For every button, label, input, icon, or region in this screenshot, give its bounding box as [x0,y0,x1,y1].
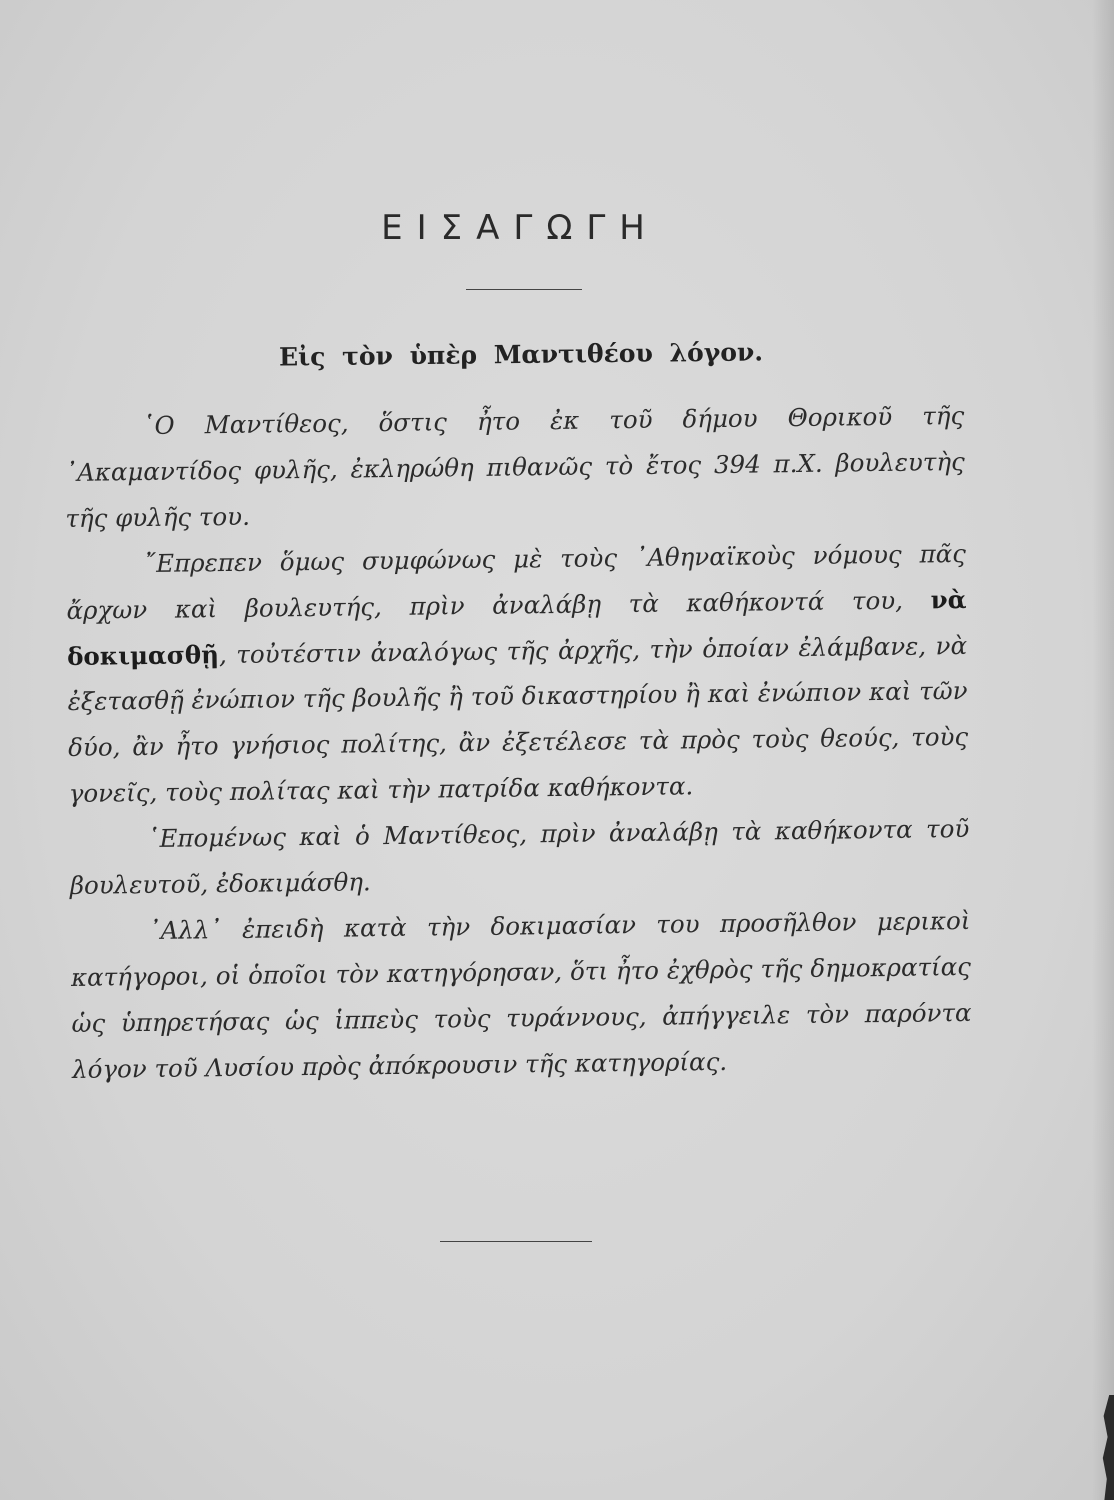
title-divider [466,289,582,290]
paragraph [64,393,966,542]
paragraph [70,898,972,1093]
paragraph-text: ῾Ο Μαντίθεος, ὅστις ἦτο ἐκ τοῦ δήμου Θορικοῦ τῆς ᾿Ακαμαντίδος φυλῆς, ἐκληρώθη πιθανῶς τὸ ἔτος 394 π.Χ. βουλευτὴς τῆς φυλῆς του. [64,401,965,533]
emphasized-text: νὰ δοκιμασθῇ [66,584,967,671]
paragraph-text: ᾿Αλλ᾿ ἐπειδὴ κατὰ τὴν δοκιμασίαν του προσῆλθον μερικοὶ κατήγοροι, οἱ ὁποῖοι τὸν κατηγόρησαν, ὅτι ἦτο ἐχθρὸς τῆς δημοκρατίας ὡς ὑπηρετήσας ὡς ἱππεὺς τοὺς τυράννους, ἀπήγγειλε τὸν παρόντα λόγον τοῦ Λυσίου πρὸς ἀπόκρουσιν τῆς κατηγορίας. [70,905,972,1084]
paragraph-text: , τοὐτέστιν ἀναλόγως τῆς ἀρχῆς, τὴν ὁποίαν ἐλάμβανε, νὰ ἐξετασθῇ ἐνώπιον τῆς βουλῆς ἢ τοῦ δικαστηρίου ἢ καὶ ἐνώπιον καὶ τῶν δύο, ἂν ἦτο γνήσιος πολίτης, ἂν ἐξετέλεσε τὰ πρὸς τοὺς θεούς, τοὺς γονεῖς, τοὺς πολίτας καὶ τὴν πατρίδα καθήκοντα. [67,630,969,809]
section-subtitle: Εἰς τὸν ὑπὲρ Μαντιθέου λόγον. [278,337,764,372]
closing-divider [440,1241,592,1242]
paragraph [69,806,970,909]
paragraph-text: ῾Επομένως καὶ ὁ Μαντίθεος, πρὶν ἀναλάβῃ τὰ καθήκοντα τοῦ βουλευτοῦ, ἐδοκιμάσθη. [69,814,970,901]
body-text [64,393,972,1093]
paragraph-text: ῎Επρεπεν ὅμως συμφώνως μὲ τοὺς ᾿Αθηναϊκοὺς νόμους πᾶς ἄρχων καὶ βουλευτής, πρὶν ἀναλάβῃ τὰ καθήκοντά του, [66,538,967,625]
page-edge-shadow [1092,0,1114,1500]
page-title: ΕΙΣΑΓΩΓΗ [381,208,659,248]
paragraph [66,531,969,817]
